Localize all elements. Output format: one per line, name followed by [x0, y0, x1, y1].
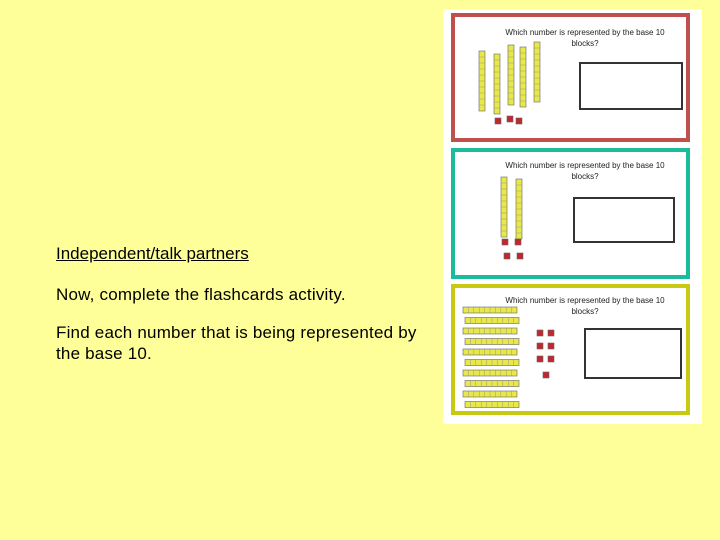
unit-cube [543, 372, 549, 378]
instructions-heading: Independent/talk partners [56, 244, 249, 263]
unit-cube [548, 330, 554, 336]
flashcards-image [443, 9, 702, 424]
flashcard-2-question: Which number is represented by the base 10 blocks? [505, 161, 665, 181]
instructions-line-1: Now, complete the flashcards activity. [56, 285, 346, 304]
unit-cube [537, 356, 543, 362]
flashcard-1-question: Which number is represented by the base 10 blocks? [505, 28, 665, 48]
unit-cube [548, 356, 554, 362]
flashcard-3 [451, 284, 690, 415]
unit-cube [537, 330, 543, 336]
unit-cube [548, 343, 554, 349]
flashcard-2 [451, 148, 690, 279]
unit-cube [507, 116, 513, 122]
unit-cube [517, 253, 523, 259]
flashcard-1 [451, 13, 690, 142]
flashcard-1-blocks [455, 17, 694, 146]
unit-cube [502, 239, 508, 245]
instructions-line-2: Find each number that is being represented by the base 10. [56, 323, 417, 363]
unit-cube [495, 118, 501, 124]
instructions [56, 244, 426, 381]
flashcard-3-question: Which number is represented by the base 10 blocks? [505, 296, 665, 316]
unit-cube [516, 118, 522, 124]
unit-cube [504, 253, 510, 259]
unit-cube [537, 343, 543, 349]
flashcard-2-blocks [455, 152, 694, 283]
flashcard-3-blocks [455, 288, 694, 419]
unit-cube [515, 239, 521, 245]
